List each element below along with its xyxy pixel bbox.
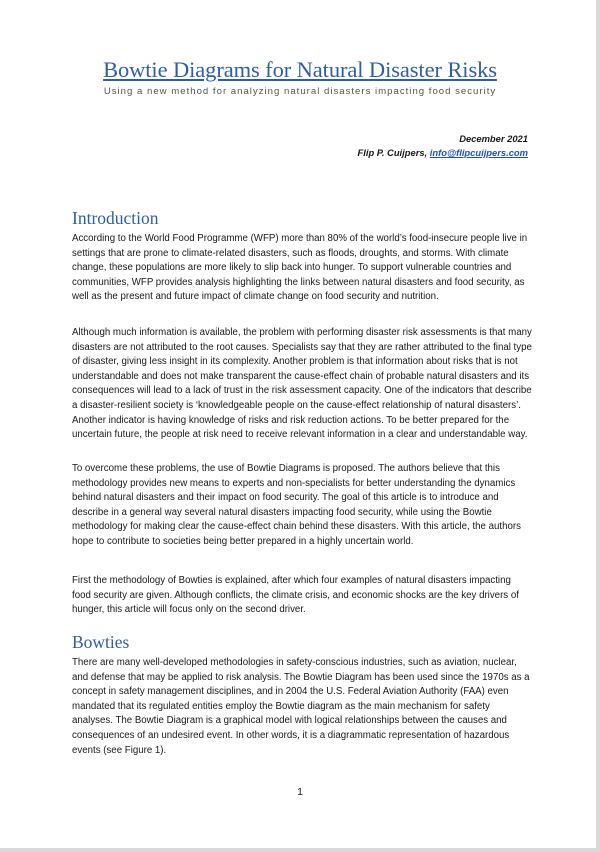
page-edge-shadow <box>596 0 600 852</box>
intro-paragraph-4: First the methodology of Bowties is explained, after which four examples of natural disasters impacting food security are given. Although conflicts, the climate crisis, and economic shocks are the key drivers of hunger, this article will focus only on the second driver. <box>72 575 519 616</box>
document-date: December 2021 <box>459 133 528 144</box>
intro-paragraph-3: To overcome these problems, the use of Bowtie Diagrams is proposed. The authors believe that this methodology provides new means to experts and non-specialists for better understanding the dynamics behind natural disasters and their impact on food security. The goal of this article is to introduce and describe in a general way several natural disasters impacting food security, while using the Bowtie methodology for making clear the cause-effect chain behind these disasters. With this article, the authors hope to contribute to societies being better prepared in a highly uncertain world. <box>72 463 521 547</box>
section-heading-introduction: Introduction <box>72 208 159 228</box>
document-title: Bowtie Diagrams for Natural Disaster Risks <box>103 57 497 82</box>
author-name: Flip P. Cuijpers, <box>357 147 428 158</box>
intro-paragraph-1: According to the World Food Programme (WFP) more than 80% of the world’s food-insecure people live in settings that are prone to climate-related disasters, such as floods, droughts, and storms. With climate change, these populations are more likely to slip back into hunger. To support vulnerable countries and communities, WFP provides analysis highlighting the links between natural disasters and food security, as well as the present and future impact of climate change on food security and nutrition. <box>72 233 528 303</box>
author-email-link[interactable]: info@flipcuijpers.com <box>429 147 528 158</box>
page-bottom-shadow <box>0 848 600 852</box>
section-heading-bowties: Bowties <box>72 632 130 652</box>
bowties-paragraph-1: There are many well-developed methodologies in safety-conscious industries, such as aviation, nuclear, and defense that may be applied to risk analysis. The Bowtie Diagram has been used since the 1970s as a concept in safety management disciplines, and in 2004 the U.S. Federal Aviation Authority (FAA) even mandated that its regulated entities employ the Bowtie diagram as the main mechanism for safety analyses. The Bowtie Diagram is a graphical model with logical relationships between the causes and consequences of an undesired event. In other words, it is a diagrammatic representation of hazardous events (see Figure 1). <box>72 657 530 756</box>
document-subtitle: Using a new method for analyzing natural disasters impacting food security <box>103 86 497 97</box>
page-number: 1 <box>297 786 303 798</box>
intro-paragraph-2: Although much information is available, the problem with performing disaster risk assessments is that many disasters are not attributed to the root causes. Specialists say that they are rather attributed to the final type of disaster, giving less insight in its complexity. Another problem is that information about risks that is not understandable and does not make transparent the cause-effect chain of probable natural disasters and its consequences will lead to a lack of trust in the risk assessment capacity. One of the indicators that describe a disaster-resilient society is ‘knowledgeable people on the cause-effect relationship of natural disasters’. Another indicator is having knowledge of risks and risk reduction actions. To be better prepared for the uncertain future, the people at risk need to receive relevant information in a clear and understandable way. <box>72 327 532 441</box>
document-meta <box>358 132 528 160</box>
author-line <box>358 146 528 160</box>
